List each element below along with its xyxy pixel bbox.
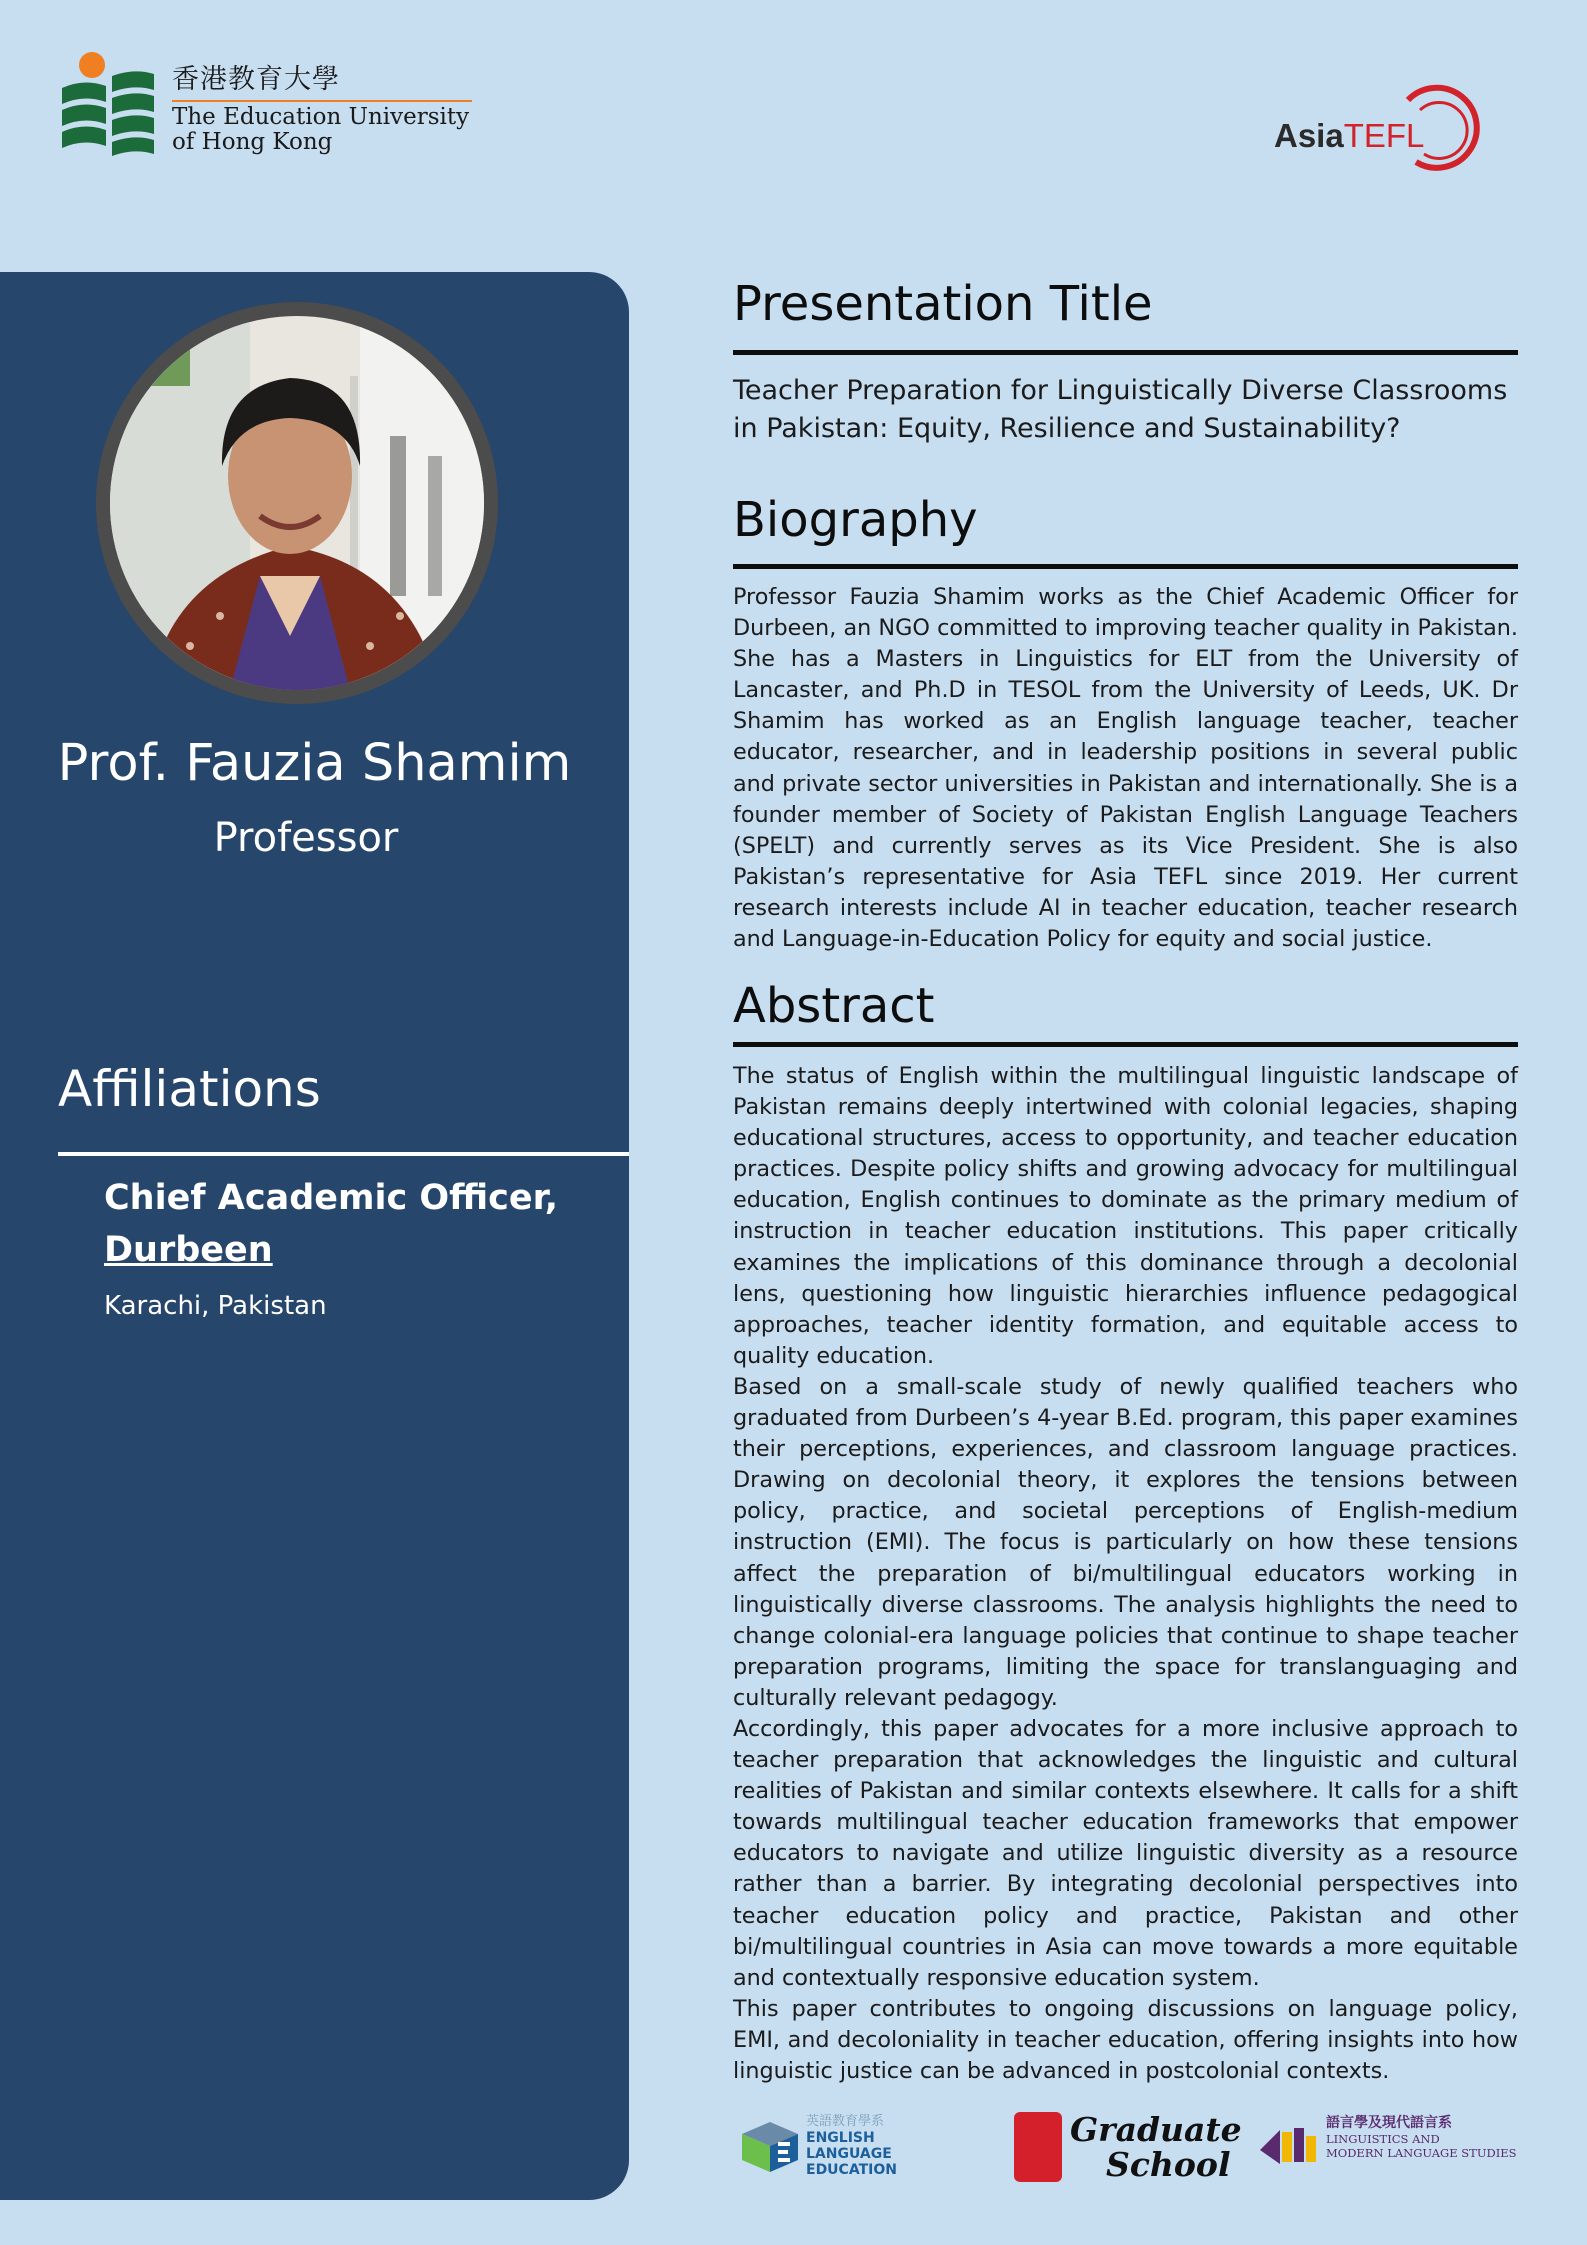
speaker-photo-frame xyxy=(96,302,498,704)
graduate-school-line2: School xyxy=(1106,2145,1231,2184)
ele-english-name-line1: ENGLISH LANGUAGE xyxy=(806,2130,892,2162)
biography-divider xyxy=(733,564,1518,569)
lms-chinese-name: 語言學及現代語言系 xyxy=(1326,2115,1452,2131)
abstract-paragraph: The status of English within the multilingual linguistic landscape of Pakistan remains deeply intertwined with colonial legacies, shaping educational structures, access to opportunity, and teacher education practices. Despite policy shifts and growing advocacy for multilingual education, English continues to dominate as the primary medium of instruction in teacher education institutions. This paper critically examines the implications of this dominance through a decolonial lens, questioning how linguistic hierarchies influence pedagogical approaches, teacher identity formation, and equitable access to quality education. xyxy=(733,1063,1518,1369)
lms-english-name-line1: LINGUISTICS AND xyxy=(1326,2132,1440,2146)
affiliation-organization-link[interactable]: Durbeen xyxy=(104,1230,273,1270)
abstract-paragraph: Based on a small-scale study of newly qualified teachers who graduated from Durbeen’s 4-year B.Ed. program, this paper examines their perceptions, experiences, and classroom language practices. Drawing on decolonial theory, it explores the tensions between policy, practice, and societal perceptions of English-medium instruction (EMI). The focus is particularly on how these tensions affect the preparation of bi/multilingual educators working in linguistically diverse classrooms. The analysis highlights the need to change colonial-era language policies that continue to shape teacher preparation programs, limiting the space for translanguaging and culturally relevant pedagogy. xyxy=(733,1373,1518,1711)
affiliation-role: Chief Academic Officer, xyxy=(104,1178,559,1218)
footer-logos xyxy=(738,2112,1518,2184)
asiatefl-asia-text: Asia xyxy=(1274,117,1344,154)
affiliations-heading: Affiliations xyxy=(58,1060,321,1118)
lms-mark-icon xyxy=(1258,2120,1324,2170)
affiliations-divider xyxy=(58,1152,629,1156)
abstract-heading: Abstract xyxy=(733,978,935,1034)
eduhk-english-name-line2: of Hong Kong xyxy=(172,129,333,155)
asiatefl-tefl-text: TEFL xyxy=(1343,117,1425,154)
english-language-education-logo xyxy=(738,2114,948,2176)
speaker-name: Prof. Fauzia Shamim xyxy=(57,734,572,793)
graduate-school-seal-icon xyxy=(1014,2112,1062,2182)
eduhk-english-name-line1: The Education University xyxy=(172,104,470,130)
presentation-title-heading: Presentation Title xyxy=(733,276,1153,332)
speaker-photo xyxy=(110,316,484,690)
eduhk-logo xyxy=(58,48,470,163)
eduhk-chinese-name: 香港教育大學 xyxy=(172,64,340,95)
eduhk-divider xyxy=(172,100,472,102)
speaker-sidebar xyxy=(0,272,629,2200)
affiliation-location: Karachi, Pakistan xyxy=(104,1291,327,1321)
lms-english-name-line2: MODERN LANGUAGE STUDIES xyxy=(1326,2146,1517,2160)
presentation-title-divider xyxy=(733,350,1518,355)
biography-text: Professor Fauzia Shamim works as the Chief Academic Officer for Durbeen, an NGO committed to improving teacher quality in Pakistan. She has a Masters in Linguistics for ELT from the University of Lancaster, and Ph.D in TESOL from the University of Leeds, UK. Dr Shamim has worked as an English language teacher, teacher educator, researcher, and in leadership positions in several public and private sector universities in Pakistan and internationally. She is a founder member of Society of Pakistan English Language Teachers (SPELT) and currently serves as its Vice President. She is also Pakistan’s representative for Asia TEFL since 2019. Her current research interests include AI in teacher education, teacher research and Language-in-Education Policy for equity and social justice. xyxy=(733,584,1518,953)
graduate-school-wordmark xyxy=(1070,2112,1242,2182)
speaker-title: Professor xyxy=(213,815,399,861)
presentation-title-text: Teacher Preparation for Linguistically Diverse Classrooms in Pakistan: Equity, Resilience and Sustainability? xyxy=(733,375,1508,444)
asiatefl-logo xyxy=(1270,82,1490,174)
abstract-paragraph: Accordingly, this paper advocates for a more inclusive approach to teacher preparation that acknowledges the linguistic and cultural realities of Pakistan and similar contexts elsewhere. It calls for a shift towards multilingual teacher education frameworks that empower educators to navigate and utilize linguistic diversity as a resource rather than a barrier. By integrating decolonial perspectives into teacher education policy and practice, Pakistan and other bi/multilingual countries in Asia can move towards a more equitable and contextually responsive education system. xyxy=(733,1715,1518,1991)
ele-mark-icon xyxy=(740,2120,800,2174)
abstract-divider xyxy=(733,1042,1518,1047)
ele-chinese-name: 英語教育學系 xyxy=(806,2114,885,2129)
ele-english-name-line2: EDUCATION xyxy=(806,2162,897,2178)
asiatefl-wordmark xyxy=(1274,116,1424,156)
biography-heading: Biography xyxy=(733,492,978,548)
abstract-text xyxy=(733,1061,1518,2087)
eduhk-emblem-icon xyxy=(58,48,158,158)
linguistics-modern-language-studies-logo xyxy=(1258,2114,1518,2174)
abstract-paragraph: This paper contributes to ongoing discussions on language policy, EMI, and decoloniality in teacher education, offering insights into how linguistic justice can be advanced in postcolonial contexts. xyxy=(733,1995,1518,2084)
graduate-school-line1: Graduate xyxy=(1070,2110,1242,2149)
graduate-school-logo xyxy=(1014,2110,1242,2184)
